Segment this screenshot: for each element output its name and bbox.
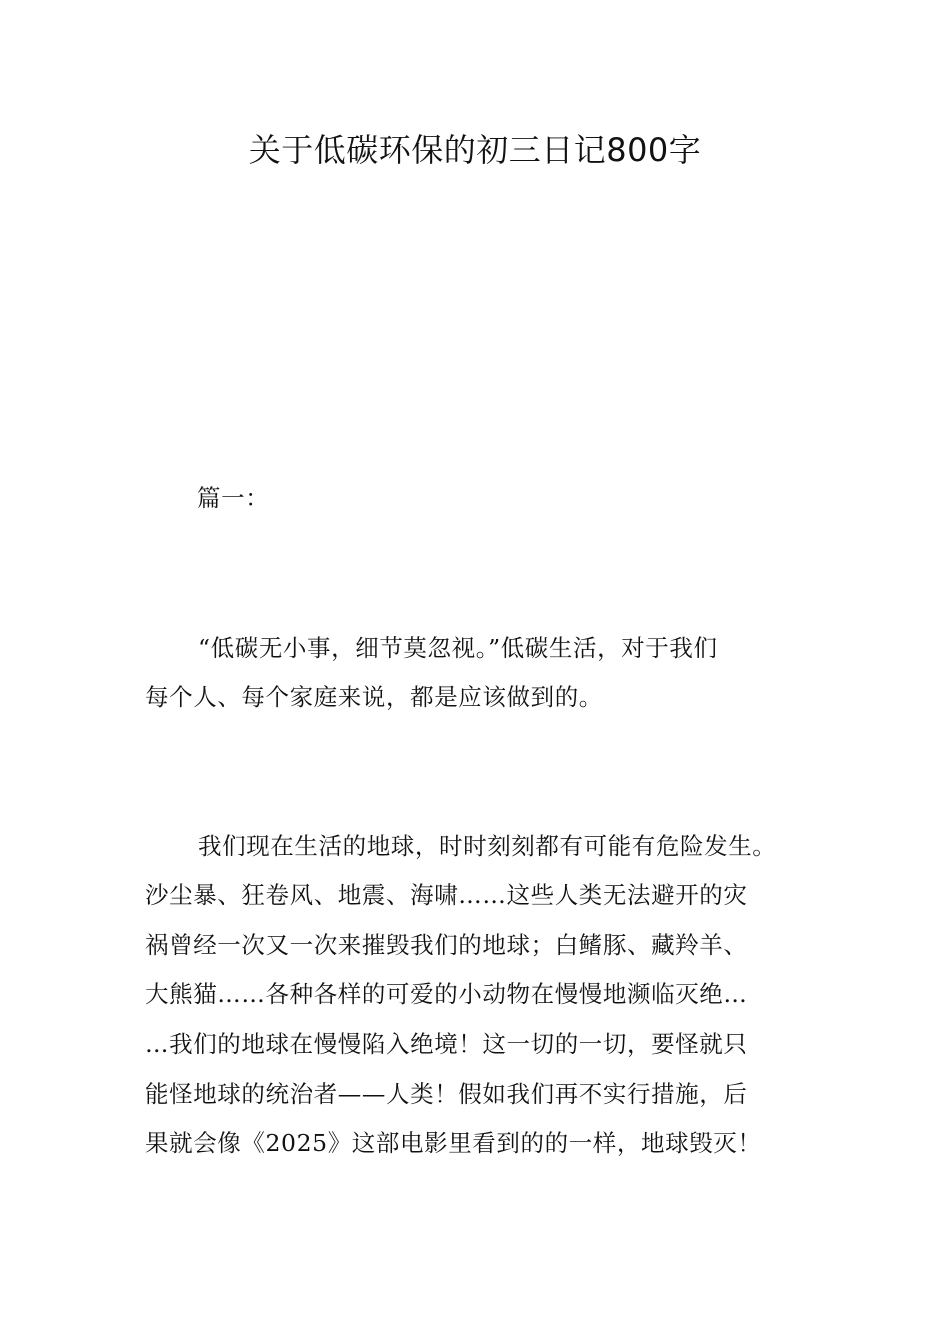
paragraph-line: 果就会像《2025》这部电影里看到的的一样，地球毁灭！ [145,1129,762,1157]
paragraph-line: …我们的地球在慢慢陷入绝境！这一切的一切，要怪就只 [145,1030,748,1058]
paragraph-line: 沙尘暴、狂卷风、地震、海啸……这些人类无法避开的灾 [145,881,748,909]
paragraph-line: 祸曾经一次又一次来摧毁我们的地球；白鳍豚、藏羚羊、 [145,931,748,959]
document-title: 关于低碳环保的初三日记800字 [248,131,702,169]
paragraph-line: 能怪地球的统治者——人类！假如我们再不实行措施，后 [145,1080,748,1108]
paragraph-line: 大熊猫……各种各样的可爱的小动物在慢慢地濒临灭绝… [145,980,748,1008]
section-heading: 篇一： [197,484,270,512]
paragraph-line: 我们现在生活的地球，时时刻刻都有可能有危险发生。 [198,832,777,860]
paragraph-line: “低碳无小事，细节莫忽视。”低碳生活，对于我们 [198,634,718,662]
paragraph-line: 每个人、每个家庭来说，都是应该做到的。 [145,683,603,711]
